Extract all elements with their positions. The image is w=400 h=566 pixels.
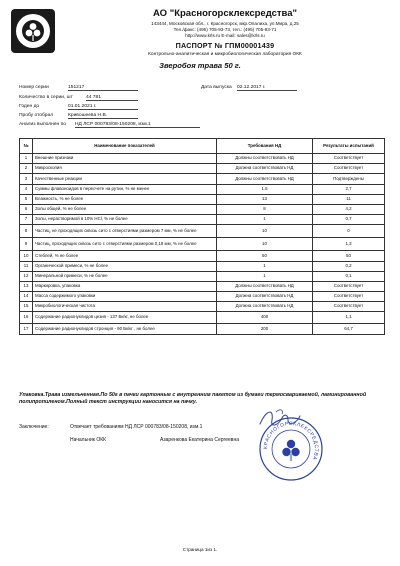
indicator-name: Содержание радионуклидов стронция - 90 Бк/кг , не более xyxy=(33,323,217,335)
requirement-value: 10 xyxy=(217,238,313,251)
address-line: 143444, Московская обл., г. Красногорск, мкр.Опалиха, ул.Мира, д.25 xyxy=(151,21,299,26)
analysis-value: НД ЛСР 000783/08-150208, изм.1 xyxy=(75,122,200,128)
indicator-name: Содержание радионуклидов цезия - 137 Бк/кг, не более xyxy=(33,312,217,324)
indicator-name: Внешние признаки xyxy=(33,154,217,164)
result-value: 0,7 xyxy=(313,215,385,225)
sampler-label: Пробу отобрал xyxy=(19,113,54,118)
release-date-label: Дата выпуска xyxy=(201,85,232,90)
requirement-value: 200 xyxy=(217,323,313,335)
row-number: 3 xyxy=(20,174,33,184)
requirement-value: Должна соответствовать НД xyxy=(217,164,313,174)
quantity-value: 44 781 xyxy=(86,95,138,101)
table-row xyxy=(20,281,385,291)
head-name: Азаренкова Екатерина Сергеевна xyxy=(160,437,239,443)
requirement-value: 1 xyxy=(217,271,313,281)
row-number: 12 xyxy=(20,271,33,281)
requirement-value: Должны соответствовать НД xyxy=(217,174,313,184)
table-row xyxy=(20,204,385,214)
conclusion-label: Заключение: xyxy=(19,424,49,430)
valid-until-value: 01.01.2021 г. xyxy=(68,104,138,110)
row-number: 9 xyxy=(20,238,33,251)
table-row xyxy=(20,174,385,184)
indicator-name: Суммы флавоноидов в пересчете на рутин, % не менее xyxy=(33,184,217,194)
release-date-value: 02.12.2017 г. xyxy=(237,85,297,91)
indicator-name: Стеблей, % не более xyxy=(33,251,217,261)
indicator-name: Качественные реакции xyxy=(33,174,217,184)
row-number: 5 xyxy=(20,194,33,204)
page-number: Страница 1из 1. xyxy=(182,547,218,552)
packaging-note: Упаковка.Трава измельченная.По 50г в пачки картонные с внутренним пакетом из бумаги термосвариваемой, ламинированной полипропиленом.Полный текст инструкции наносится на пачку. xyxy=(19,392,367,405)
row-number: 1 xyxy=(20,154,33,164)
indicator-name: Частиц, не проходящих сквозь сито с отверстиями размером 7 мм, % не более xyxy=(33,225,217,238)
indicator-name: Микробиологическая чистота xyxy=(33,302,217,312)
result-value: 1,3 xyxy=(313,238,385,251)
indicator-name: Золы, нерастворимой в 10% HCl, % не более xyxy=(33,215,217,225)
table-row xyxy=(20,271,385,281)
row-number: 13 xyxy=(20,281,33,291)
row-number: 15 xyxy=(20,302,33,312)
requirement-value: 1.5 xyxy=(217,184,313,194)
table-row xyxy=(20,238,385,251)
requirement-value: Должна соответствовать НД xyxy=(217,292,313,302)
result-value: 64,7 xyxy=(313,323,385,335)
requirement-value: 50 xyxy=(217,251,313,261)
column-header-indicator: Наименование показателей xyxy=(33,139,217,154)
head-title: Начальник ОКК xyxy=(70,437,107,443)
analysis-label: Анализ выполнен по xyxy=(19,122,66,127)
table-row xyxy=(20,261,385,271)
row-number: 16 xyxy=(20,312,33,324)
row-number: 17 xyxy=(20,323,33,335)
company-seal xyxy=(258,416,324,482)
indicator-name: Масса содержимого упаковки xyxy=(33,292,217,302)
requirement-value: Должны соответствовать НД xyxy=(217,154,313,164)
row-number: 6 xyxy=(20,204,33,214)
requirement-value: 8 xyxy=(217,204,313,214)
sampler-value: Кривошеева Н.В. xyxy=(68,113,138,119)
passport-number: ПАСПОРТ № ГПМ00001439 xyxy=(175,41,275,50)
result-value: 1,1 xyxy=(313,312,385,324)
indicator-name: Маркировка, упаковка xyxy=(33,281,217,291)
result-value: 0,1 xyxy=(313,271,385,281)
requirement-value: Должны соответствовать НД xyxy=(217,281,313,291)
test-results-table xyxy=(19,138,385,335)
series-label: Номер серии xyxy=(19,85,49,90)
indicator-name: Золы общей, % не более xyxy=(33,204,217,214)
indicator-name: Влажность, % не более xyxy=(33,194,217,204)
result-value: Соответствует xyxy=(313,302,385,312)
company-name: АО "Красногорсклексредства" xyxy=(152,8,298,19)
table-row xyxy=(20,164,385,174)
table-body xyxy=(20,154,385,335)
company-logo xyxy=(10,8,56,54)
table-row xyxy=(20,323,385,335)
table-header-row xyxy=(20,139,385,154)
table-row xyxy=(20,184,385,194)
product-name: Зверобоя трава 50 г. xyxy=(159,61,241,70)
row-number: 8 xyxy=(20,225,33,238)
indicator-name: Частиц, проходящих сквозь сито с отверстиями размером 0,18 мм, % не более xyxy=(33,238,217,251)
requirement-value: 10 xyxy=(217,225,313,238)
column-header-number: № xyxy=(20,139,33,154)
indicator-name: Микроскопия xyxy=(33,164,217,174)
row-number: 2 xyxy=(20,164,33,174)
result-value: Соответствует xyxy=(313,281,385,291)
quantity-label: Количество в серии, шт xyxy=(19,95,73,100)
row-number: 4 xyxy=(20,184,33,194)
requirement-value: 1 xyxy=(217,261,313,271)
table-row xyxy=(20,302,385,312)
result-value: 0 xyxy=(313,225,385,238)
result-value: Соответствует xyxy=(313,292,385,302)
requirement-value: 400 xyxy=(217,312,313,324)
laboratory-name: Контрольно-аналитическая и микробиологическая лаборатория ОКК xyxy=(148,52,302,57)
conclusion-text: Отвечает требованиям НД ЛСР 000783/08-150208, изм.1 xyxy=(70,424,203,430)
valid-until-label: Годен до xyxy=(19,104,40,109)
result-value: 4,2 xyxy=(313,204,385,214)
table-row xyxy=(20,215,385,225)
indicator-name: Органической примеси, % не более xyxy=(33,261,217,271)
requirement-value: 13 xyxy=(217,194,313,204)
result-value: 2,7 xyxy=(313,184,385,194)
company-address xyxy=(60,21,390,39)
result-value: Соответствует xyxy=(313,154,385,164)
row-number: 14 xyxy=(20,292,33,302)
table-row xyxy=(20,225,385,238)
table-row xyxy=(20,312,385,324)
series-value: 151217 xyxy=(68,85,138,91)
requirement-value: Должна соответствовать НД xyxy=(217,302,313,312)
row-number: 11 xyxy=(20,261,33,271)
row-number: 10 xyxy=(20,251,33,261)
row-number: 7 xyxy=(20,215,33,225)
result-value: 11 xyxy=(313,194,385,204)
table-row xyxy=(20,154,385,164)
result-value: Подтверждены xyxy=(313,174,385,184)
result-value: 50 xyxy=(313,251,385,261)
column-header-result: Результаты испытаний xyxy=(313,139,385,154)
indicator-name: Минеральной примеси, % не более xyxy=(33,271,217,281)
table-row xyxy=(20,251,385,261)
phone-line: Тел./факс: (495) 705-93-73, тел.: (495) 705-93-71 xyxy=(173,27,277,32)
requirement-value: 1 xyxy=(217,215,313,225)
result-value: 0,2 xyxy=(313,261,385,271)
table-row xyxy=(20,292,385,302)
seal-text: КРАСНОГОРСКЛЕКСРЕДСТВА xyxy=(262,420,320,462)
web-email-line: http://www.krls.ru E-mail: sales@krls.ru xyxy=(185,33,265,38)
result-value: Соответствует xyxy=(313,164,385,174)
column-header-requirement: Требования НД xyxy=(217,139,313,154)
table-row xyxy=(20,194,385,204)
